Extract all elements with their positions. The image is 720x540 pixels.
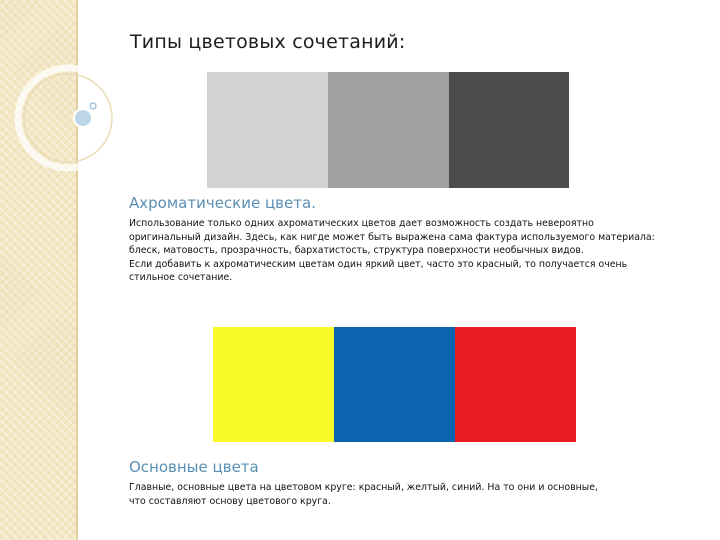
- primary-swatch-blue: [334, 327, 455, 442]
- achromatic-swatch-light-gray: [207, 72, 328, 188]
- primary-heading: Основные цвета: [129, 458, 259, 476]
- achromatic-paragraph: [129, 217, 655, 285]
- achromatic-swatch-dark-gray: [449, 72, 569, 188]
- paragraph-line: Если добавить к ахроматическим цветам один яркий цвет, часто это красный, то получается очень: [129, 258, 628, 270]
- decorative-circles: [0, 0, 140, 200]
- primary-swatch-red: [455, 327, 576, 442]
- primary-paragraph: [129, 481, 598, 508]
- primary-swatch-yellow: [213, 327, 334, 442]
- paragraph-line: оригинальный дизайн. Здесь, как нигде может быть выражена сама фактура используемого материала:: [129, 231, 655, 243]
- paragraph-line: Использование только одних ахроматических цветов дает возможность создать невероятно: [129, 218, 594, 229]
- paragraph-line: что составляют основу цветового круга.: [129, 495, 331, 507]
- achromatic-heading: Ахроматические цвета.: [129, 194, 316, 212]
- achromatic-swatch-medium-gray: [328, 72, 449, 188]
- paragraph-line: блеск, матовость, прозрачность, бархатистость, структура поверхности необычных видов.: [129, 245, 584, 256]
- paragraph-line: стильное сочетание.: [129, 272, 233, 283]
- paragraph-line: Главные, основные цвета на цветовом круге: красный, желтый, синий. На то они и основные,: [129, 482, 598, 493]
- slide-title: Типы цветовых сочетаний:: [130, 31, 406, 53]
